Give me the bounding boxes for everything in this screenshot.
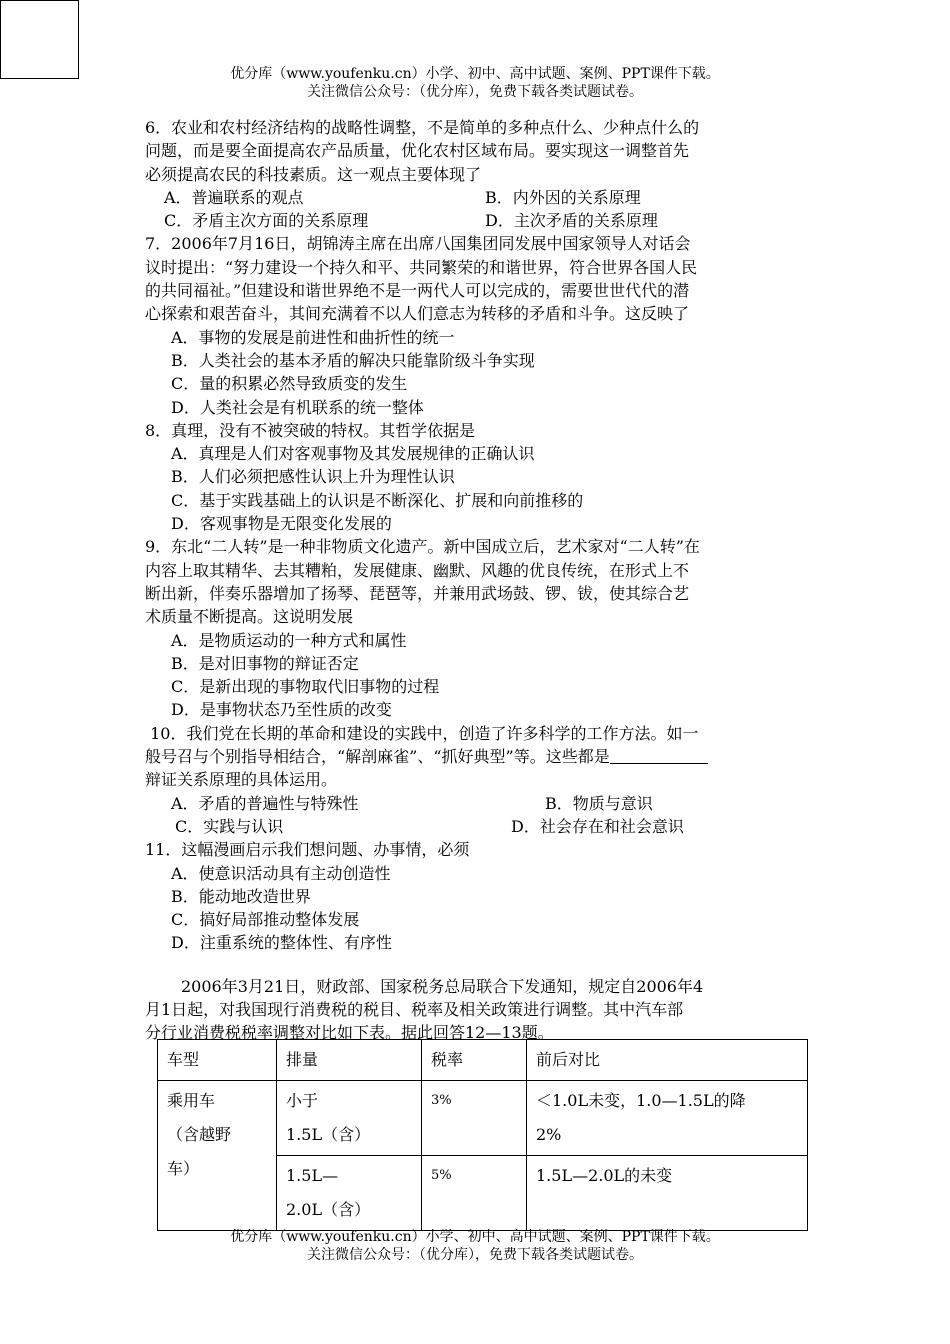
q7-stem-line: 7．2006年7月16日，胡锦涛主席在出席八国集团同发展中国家领导人对话会	[145, 234, 691, 254]
q7-option-d[interactable]: D．人类社会是有机联系的统一整体	[171, 397, 424, 417]
table-row	[158, 1081, 808, 1156]
displacement-line: 2.0L（含）	[286, 1200, 371, 1219]
q7-stem-line: 议时提出：“努力建设一个持久和平、共同繁荣的和谐世界，符合世界各国人民	[145, 257, 698, 277]
comparison-line: 1.5L—2.0L的未变	[536, 1166, 673, 1185]
displacement-cell	[277, 1156, 422, 1231]
q11-stem: 11．这幅漫画启示我们想问题、办事情，必须	[145, 840, 470, 860]
q10-stem-line: 10．我们党在长期的革命和建设的实践中，创造了许多科学的工作方法。如一	[145, 723, 699, 743]
header-tax-rate: 税率	[422, 1040, 527, 1081]
question-10	[145, 722, 815, 838]
q9-option-c[interactable]: C．是新出现的事物取代旧事物的过程	[171, 677, 440, 697]
header-comparison: 前后对比	[527, 1040, 808, 1081]
q7-stem-line: 心探索和艰苦奋斗，其间充满着不以人们意志为转移的矛盾和斗争。这反映了	[145, 304, 690, 324]
footer-line-2: 关注微信公众号：（优分库），免费下载各类试题试卷。	[307, 1247, 643, 1263]
q10-option-a[interactable]: A．矛盾的普遍性与特殊性	[171, 793, 359, 813]
q9-option-b[interactable]: B．是对旧事物的辩证否定	[171, 653, 359, 673]
q8-option-d[interactable]: D．客观事物是无限变化发展的	[171, 514, 392, 534]
tax-rate-cell: 5%	[422, 1156, 527, 1231]
passage-line: 分行业消费税税率调整对比如下表。据此回答12—13题。	[145, 1023, 554, 1043]
q11-option-b[interactable]: B．能动地改造世界	[171, 886, 311, 906]
q6-options-row-1	[145, 186, 815, 209]
q10-option-d[interactable]: D．社会存在和社会意识	[511, 816, 684, 836]
header-vehicle-type: 车型	[158, 1040, 277, 1081]
header-line-2: 关注微信公众号：（优分库），免费下载各类试题试卷。	[307, 84, 643, 100]
passage-line: 2006年3月21日，财政部、国家税务总局联合下发通知，规定自2006年4	[181, 976, 704, 996]
question-9	[145, 535, 815, 721]
q10-stem-text: 般号召与个别指导相结合，“解剖麻雀”、“抓好典型”等。这些都是	[145, 747, 610, 767]
q9-option-d[interactable]: D．是事物状态乃至性质的改变	[171, 700, 392, 720]
q8-option-b[interactable]: B．人们必须把感性认识上升为理性认识	[171, 467, 455, 487]
q6-option-b[interactable]: B．内外因的关系原理	[485, 187, 641, 207]
vehicle-type-line: 车）	[167, 1159, 200, 1178]
displacement-cell	[277, 1081, 422, 1156]
comparison-line: 2%	[536, 1125, 562, 1144]
q9-stem-line: 内容上取其精华、去其糟粕，发展健康、幽默、风趣的优良传统，在形式上不	[145, 560, 690, 580]
q7-option-b[interactable]: B．人类社会的基本矛盾的解决只能靠阶级斗争实现	[171, 350, 535, 370]
page-header	[0, 65, 950, 101]
q6-option-d[interactable]: D．主次矛盾的关系原理	[485, 211, 658, 231]
displacement-line: 1.5L—	[286, 1166, 339, 1185]
q6-options-row-2	[145, 209, 815, 232]
q6-stem-line: 必须提高农民的科技素质。这一观点主要体现了	[145, 164, 482, 184]
q6-stem-line: 6．农业和农村经济结构的战略性调整，不是简单的多种点什么、少种点什么的	[145, 118, 700, 137]
displacement-line: 小于	[286, 1091, 319, 1110]
q6-option-c[interactable]: C．矛盾主次方面的关系原理	[164, 211, 369, 231]
tax-passage	[145, 975, 815, 1045]
vehicle-type-cell	[158, 1081, 277, 1231]
question-6	[145, 116, 815, 232]
q10-stem-line	[145, 745, 815, 768]
vehicle-type-line: （含越野	[167, 1125, 232, 1144]
passage-line: 月1日起，对我国现行消费税的税目、税率及相关政策进行调整。其中汽车部	[145, 999, 684, 1019]
vehicle-type-line: 乘用车	[167, 1091, 216, 1110]
q10-option-c[interactable]: C．实践与认识	[175, 816, 284, 836]
q9-option-a[interactable]: A．是物质运动的一种方式和属性	[171, 630, 407, 650]
q6-option-a[interactable]: A．普遍联系的观点	[164, 187, 304, 207]
tax-rate-cell: 3%	[422, 1081, 527, 1156]
footer-line-1: 优分库（www.youfenku.cn）小学、初中、高中试题、案例、PPT课件下载。	[230, 1229, 720, 1245]
q7-option-c[interactable]: C．量的积累必然导致质变的发生	[171, 374, 408, 394]
q10-options-row-2	[145, 815, 815, 838]
header-line-1: 优分库（www.youfenku.cn）小学、初中、高中试题、案例、PPT课件下载。	[230, 66, 720, 82]
comparison-line: ＜1.0L未变，1.0—1.5L的降	[536, 1091, 746, 1110]
q11-option-a[interactable]: A．使意识活动具有主动创造性	[171, 863, 391, 883]
q7-option-a[interactable]: A．事物的发展是前进性和曲折性的统一	[171, 327, 455, 347]
q9-stem-line: 9．东北“二人转”是一种非物质文化遗产。新中国成立后，艺术家对“二人转”在	[145, 537, 700, 557]
question-11	[145, 838, 815, 954]
comparison-cell	[527, 1081, 808, 1156]
q11-option-c[interactable]: C．搞好局部推动整体发展	[171, 910, 360, 930]
tax-rate-table	[157, 1039, 808, 1231]
comparison-cell	[527, 1156, 808, 1231]
q11-option-d[interactable]: D．注重系统的整体性、有序性	[171, 933, 392, 953]
q10-option-b[interactable]: B．物质与意识	[545, 793, 653, 813]
question-7	[145, 232, 815, 418]
q9-stem-line: 术质量不断提高。这说明发展	[145, 607, 354, 627]
q10-options-row-1	[145, 792, 815, 815]
header-displacement: 排量	[277, 1040, 422, 1081]
q7-stem-line: 的共同福祉。”但建设和谐世界绝不是一两代人可以完成的，需要世世代代的潜	[145, 281, 690, 301]
q10-stem-line: 辩证关系原理的具体运用。	[145, 770, 338, 790]
table-header-row	[158, 1040, 808, 1081]
q8-stem: 8．真理，没有不被突破的特权。其哲学依据是	[145, 420, 476, 440]
q8-option-c[interactable]: C．基于实践基础上的认识是不断深化、扩展和向前推移的	[171, 490, 584, 510]
q6-stem-line: 问题，而是要全面提高农产品质量，优化农村区域布局。要实现这一调整首先	[145, 141, 690, 161]
displacement-line: 1.5L（含）	[286, 1125, 371, 1144]
q8-option-a[interactable]: A．真理是人们对客观事物及其发展规律的正确认识	[171, 444, 535, 464]
question-8	[145, 419, 815, 535]
q9-stem-line: 断出新，伴奏乐器增加了扬琴、琵琶等，并兼用武场鼓、锣、钹，使其综合艺	[145, 583, 690, 603]
answer-blank[interactable]	[610, 745, 708, 764]
page-footer	[0, 1228, 950, 1264]
exam-content	[145, 116, 815, 1045]
